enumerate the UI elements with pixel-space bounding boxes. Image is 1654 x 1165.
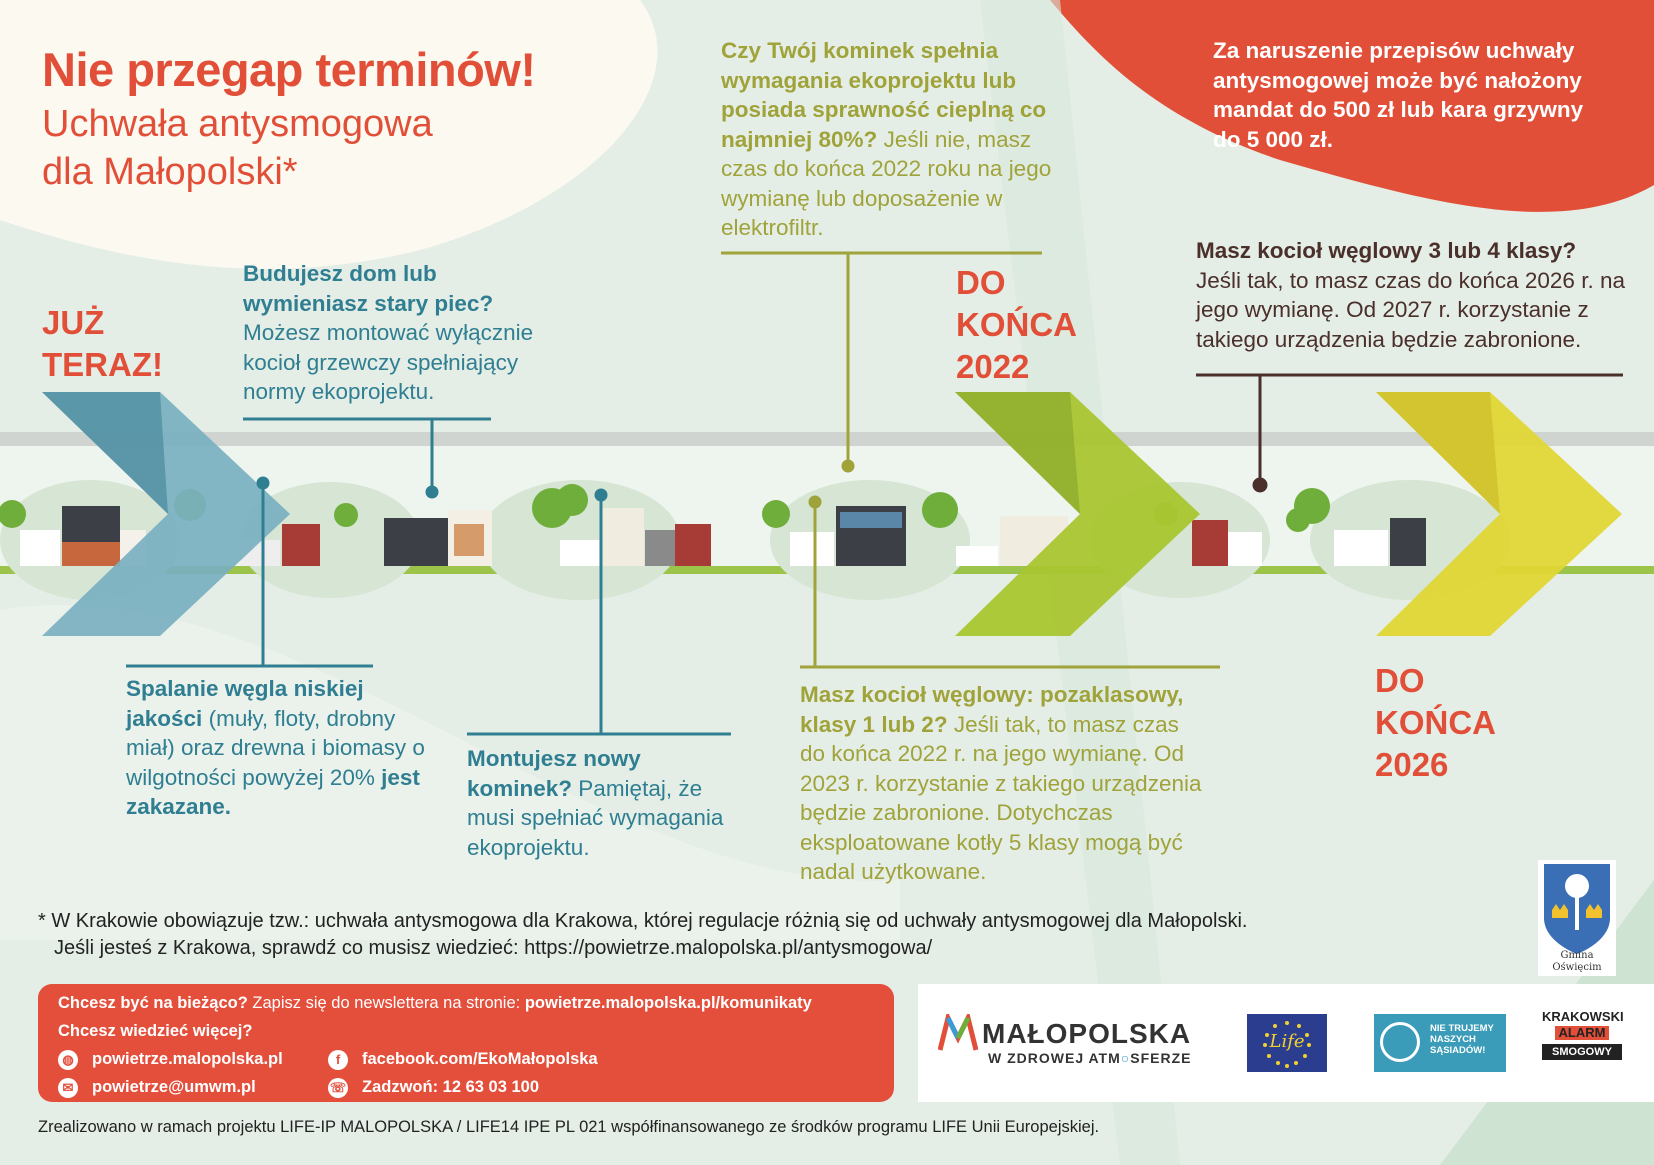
note-fireplace-check-text: Jeśli nie, masz czas do końca 2022 roku na jego wymianę lub doposażenie w elektrofiltr. — [721, 126, 1052, 240]
note-boiler-34 — [1196, 236, 1626, 354]
note-build-question: Budujesz dom lub wymieniasz stary piec? — [243, 261, 494, 316]
note-fireplace-check — [721, 36, 1061, 243]
note-boiler-34-text: Jeśli tak, to masz czas do końca 2026 r. na jego wymianę. Od 2027 r. korzystanie z takiego urządzenia będzie zabronione. — [1196, 267, 1625, 352]
facebook-icon: f — [328, 1050, 348, 1070]
mail-icon: ✉ — [58, 1078, 78, 1098]
malopolska-logo-line1: MAŁOPOLSKA — [982, 1018, 1192, 1049]
globe-icon: ◍ — [58, 1050, 78, 1070]
milestone-2022: DO KOŃCA 2022 — [956, 264, 1077, 385]
note-fireplace-new — [467, 744, 737, 862]
phone-number[interactable]: Zadzwoń: 12 63 03 100 — [362, 1078, 539, 1096]
facebook-link[interactable]: facebook.com/EkoMałopolska — [362, 1050, 598, 1068]
mail-link[interactable]: powietrze@umwm.pl — [92, 1078, 256, 1096]
gmina-crest — [1538, 860, 1616, 976]
phone-icon: ☏ — [328, 1078, 348, 1098]
note-build-text: Możesz montować wyłącznie kocioł grzewczy spełniający normy ekoprojektu. — [243, 320, 534, 404]
more-info-question: Chcesz wiedzieć więcej? — [58, 1022, 253, 1040]
eu-life-logo — [1247, 1014, 1327, 1072]
note-build — [243, 259, 553, 407]
note-fireplace-check-question: Czy Twój kominek spełnia wymagania ekoprojektu lub posiada sprawność cieplną co najmniej 80%? — [721, 38, 1047, 152]
note-boiler-34-question: Masz kocioł węglowy 3 lub 4 klasy? — [1196, 238, 1577, 263]
newsletter-question: Chcesz być na bieżąco? — [58, 994, 248, 1012]
note-boiler-old — [800, 680, 1210, 887]
kas-logo: KRAKOWSKI ALARM SMOGOWY — [1542, 1009, 1624, 1058]
note-boiler-old-text: Jeśli tak, to masz czas do końca 2022 r. na jego wymianę. Od 2023 r. korzystanie z takiego urządzenia będzie zabronione. Dotychczas eksploatowane kotły 5 klasy mogą być nadal użytkowane. — [800, 711, 1202, 884]
note-fuel-part1: Spalanie węgla niskiej jakości — [126, 676, 364, 731]
page-subtitle: Uchwała antysmogowa dla Małopolski* — [42, 103, 433, 193]
crest-icon — [1538, 860, 1616, 958]
life-text: Life — [1269, 1031, 1305, 1052]
newsletter-line — [58, 994, 812, 1013]
note-fuel — [126, 674, 436, 822]
footnote-line2: Jeśli jesteś z Krakowa, sprawdź co musisz wiedzieć: https://powietrze.malopolska.pl/antysmogowa/ — [54, 937, 933, 959]
note-fuel-part3: jest zakazane. — [126, 764, 420, 819]
gmina-label: Gmina Oświęcim — [1552, 950, 1602, 973]
milestone-2026: DO KOŃCA 2026 — [1375, 662, 1496, 783]
milestone-now: JUŻ TERAZ! — [42, 304, 163, 383]
note-fireplace-new-text: Pamiętaj, że musi spełniać wymagania ekoprojektu. — [467, 775, 724, 860]
newsletter-text: Zapisz się do newslettera na stronie: — [252, 994, 521, 1012]
note-fuel-part2: (muły, floty, drobny miał) oraz drewna i biomasy o wilgotności powyżej 20% — [126, 705, 425, 790]
note-boiler-old-question: Masz kocioł węglowy: pozaklasowy, klasy 1 lub 2? — [800, 682, 1184, 737]
project-info: Zrealizowano w ramach projektu LIFE-IP MALOPOLSKA / LIFE14 IPE PL 021 współfinansowanego ze środków programu LIFE Unii Europejskiej. — [38, 1118, 1100, 1136]
newsletter-link[interactable]: powietrze.malopolska.pl/komunikaty — [524, 994, 812, 1012]
footnote-line1: * W Krakowie obowiązuje tzw.: uchwała antysmogowa dla Krakowa, której regulacje różnią się od uchwały antysmogowej dla Małopolski. — [38, 910, 1248, 932]
web-link[interactable]: powietrze.malopolska.pl — [92, 1050, 283, 1068]
no-smoke-icon — [1380, 1022, 1420, 1062]
malopolska-m-icon — [938, 1014, 978, 1054]
note-fireplace-new-question: Montujesz nowy kominek? — [467, 746, 641, 801]
page-title: Nie przegap terminów! — [42, 43, 536, 96]
partner-logos — [918, 984, 1654, 1102]
ntns-text: NIE TRUJEMY NASZYCH SĄSIADÓW! — [1430, 1023, 1494, 1056]
ntns-logo — [1374, 1014, 1506, 1072]
malopolska-logo-line2: W ZDROWEJ ATM○SFERZE — [988, 1050, 1192, 1066]
contact-box — [38, 984, 894, 1102]
penalty-text: Za naruszenie przepisów uchwały antysmogowej może być nałożony mandat do 500 zł lub kara grzywny do 5 000 zł. — [1213, 38, 1584, 152]
